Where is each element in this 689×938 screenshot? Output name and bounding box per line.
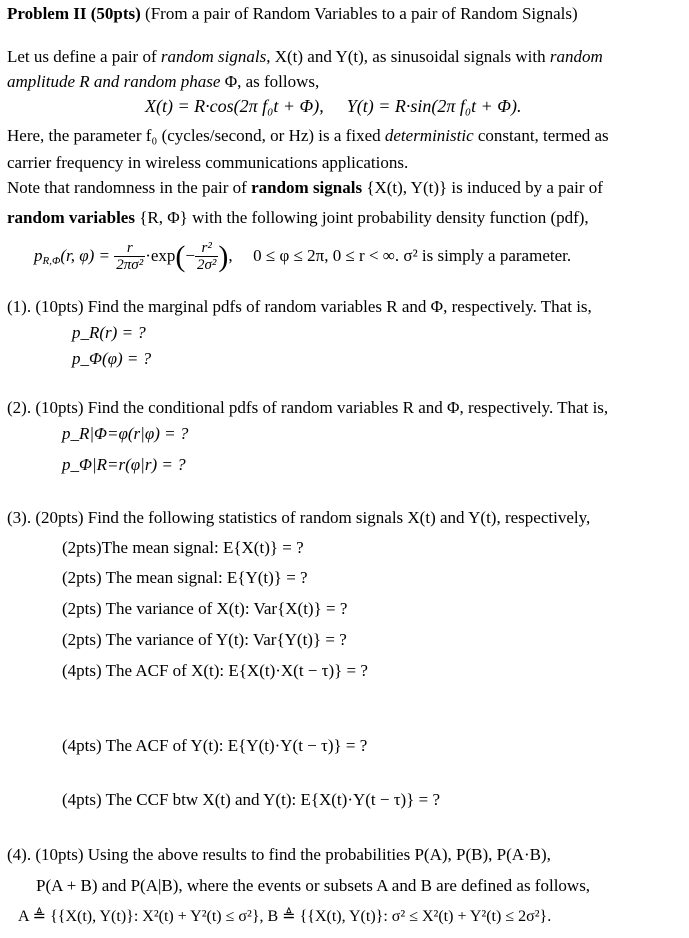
text: Let us define a pair of <box>7 47 161 66</box>
intro-line-1 <box>7 47 603 67</box>
bold-text: random variables <box>7 208 135 227</box>
left-paren: ( <box>175 240 186 273</box>
right-paren: ) <box>218 240 229 273</box>
intro-line-5 <box>7 153 408 173</box>
intro-line-2 <box>7 72 319 92</box>
pdf-fraction-2 <box>195 241 218 274</box>
text: P(A + B) and P(A|B), where the events or subsets A and B are defined as follows, <box>36 876 591 895</box>
question-3-item <box>62 630 347 650</box>
text: {X(t), Y(t)} is induced by a pair of <box>362 178 603 197</box>
text: Note that randomness in the pair of <box>7 178 252 197</box>
text: p_R|Φ=φ(r|φ) = ? <box>62 424 189 443</box>
problem-heading <box>7 4 578 24</box>
question-3-item <box>62 736 367 756</box>
text: (4pts) The ACF of Y(t): E{Y(t)·Y(t − τ)} = ? <box>62 736 368 755</box>
text: (4pts) The CCF btw X(t) and Y(t): E{X(t)·Y(t − τ)} = ? <box>62 790 441 809</box>
emphasis: deterministic <box>384 126 474 145</box>
emphasis: random signals <box>160 47 267 66</box>
question-3-item <box>62 568 308 588</box>
equation-y: Y(t) = R·sin(2π f₀t + Φ). <box>346 96 522 116</box>
question-3-item <box>62 790 440 810</box>
text: (2pts) The variance of X(t): Var{X(t)} = ? <box>62 599 348 618</box>
pdf-condition: 0 ≤ φ ≤ 2π, 0 ≤ r < ∞. σ² is simply a parameter. <box>253 246 572 266</box>
question-2b <box>62 455 186 475</box>
question-4-line-2 <box>36 876 590 896</box>
question-1-head <box>7 297 592 317</box>
question-3-item <box>62 661 368 681</box>
bold-text: random signals <box>251 178 363 197</box>
text: (4). (10pts) Using the above results to find the probabilities P(A), P(B), P(A·B), <box>7 845 551 864</box>
problem-subtitle: (From a pair of Random Variables to a pair of Random Signals) <box>145 4 578 23</box>
text: Φ, as follows, <box>220 72 320 91</box>
fraction-denominator: 2σ² <box>197 257 217 274</box>
text: Here, the parameter f₀ (cycles/second, or Hz) is a fixed <box>7 126 385 145</box>
question-4-line-1 <box>7 845 551 865</box>
joint-pdf-equation: $p_{R,\Phi}(r$, φ) = $\frac{r}{\text{2πσ²}}$ ·exp(− $\frac{\text{r²}}{\text{2σ²}}$ ), 0 ≤ φ ≤ 2π, 0 ≤ r < ∞. σ² is simply a parameter. <box>34 239 572 274</box>
text: constant, termed as <box>473 126 609 145</box>
question-2-head <box>7 398 608 418</box>
emphasis: amplitude R and random phase <box>7 72 221 91</box>
text: (1). (10pts) Find the marginal pdfs of random variables R and Φ, respectively. That is, <box>7 297 592 316</box>
text: {R, Φ} with the following joint probability density function (pdf), <box>134 208 589 227</box>
pdf-lhs: p <box>34 246 43 266</box>
text: (2pts) The mean signal: E{Y(t)} = ? <box>62 568 308 587</box>
fraction-numerator: r <box>114 241 145 258</box>
intro-line-7 <box>7 208 589 228</box>
text: p_Φ(φ) = ? <box>72 349 152 368</box>
signal-equations <box>145 96 522 117</box>
intro-line-4 <box>7 126 609 146</box>
question-3-item <box>62 538 304 558</box>
question-1a <box>72 323 146 343</box>
question-3-head <box>7 508 590 528</box>
fraction-numerator: r² <box>195 241 218 258</box>
question-4-line-3 <box>18 908 551 926</box>
question-1b <box>72 349 151 369</box>
question-3-item <box>62 599 347 619</box>
equation-x: X(t) = R·cos(2π f₀t + Φ), <box>145 96 324 116</box>
intro-line-6 <box>7 178 603 198</box>
text: p_R(r) = ? <box>72 323 146 342</box>
text: (2pts) The variance of Y(t): Var{Y(t)} = ? <box>62 630 347 649</box>
text: A ≜ {{X(t), Y(t)}: X²(t) + Y²(t) ≤ σ²}, B ≜ {{X(t), Y(t)}: σ² ≤ X²(t) + Y²(t) ≤ 2σ²}. <box>18 908 552 925</box>
pdf-lhs-sub: R,Φ <box>42 255 61 268</box>
exp-label: ·exp <box>145 246 176 266</box>
pdf-fraction-1 <box>114 241 145 274</box>
text: (2pts)The mean signal: E{X(t)} = ? <box>62 538 304 557</box>
text: p_Φ|R=r(φ|r) = ? <box>62 455 186 474</box>
problem-title: Problem II (50pts) <box>7 4 141 23</box>
text: (3). (20pts) Find the following statistics of random signals X(t) and Y(t), respectively, <box>7 508 591 527</box>
text: , X(t) and Y(t), as sinusoidal signals with <box>266 47 550 66</box>
pdf-lhs-args: (r, φ) = <box>60 246 111 266</box>
text: carrier frequency in wireless communications applications. <box>7 153 409 172</box>
text: (2). (10pts) Find the conditional pdfs of random variables R and Φ, respectively. That is, <box>7 398 609 417</box>
emphasis: random <box>549 47 603 66</box>
fraction-denominator: 2πσ² <box>116 257 144 274</box>
question-2a <box>62 424 188 444</box>
text: (4pts) The ACF of X(t): E{X(t)·X(t − τ)} = ? <box>62 661 368 680</box>
